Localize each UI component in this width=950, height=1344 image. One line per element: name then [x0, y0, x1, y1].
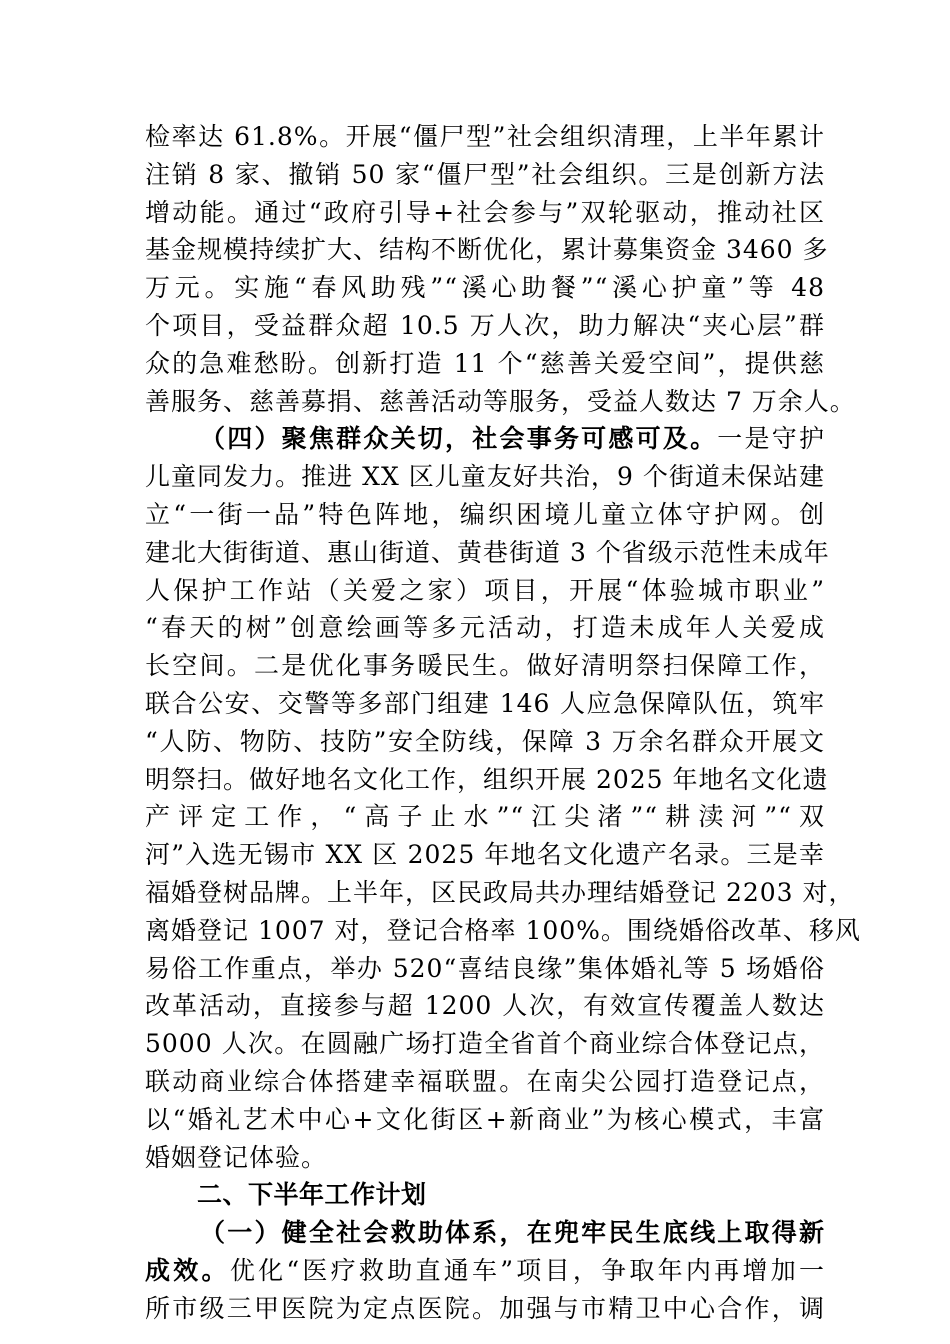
text-line: 福婚登树品牌。上半年，区民政局共办理结婚登记 2203 对， [145, 877, 855, 907]
text-line: 建北大街街道、惠山街道、黄巷街道 3 个省级示范性未成年 [145, 537, 830, 567]
text-line: 婚姻登记体验。 [145, 1142, 328, 1172]
paragraph-heading: （四）聚焦群众关切，社会事务可感可及。 [200, 424, 718, 454]
text-line: 联动商业综合体搭建幸福联盟。在南尖公园打造登记点， [145, 1066, 825, 1096]
text-line: 众的急难愁盼。创新打造 11 个“慈善关爱空间”，提供慈 [145, 348, 825, 378]
text-line: 儿童同发力。推进 XX 区儿童友好共治，9 个街道未保站建 [145, 462, 825, 492]
text-line: 河”入选无锡市 XX 区 2025 年地名文化遗产名录。三是幸 [145, 840, 825, 870]
text-line: “春天的树”创意绘画等多元活动，打造未成年人关爱成 [145, 613, 825, 643]
paragraph-social-affairs [145, 420, 861, 1176]
text-line: 以“婚礼艺术中心+文化街区+新商业”为核心模式，丰富 [145, 1104, 825, 1134]
section-heading: 二、下半年工作计划 [197, 1180, 427, 1210]
text-line: 增动能。通过“政府引导+社会参与”双轮驱动，推动社区 [145, 197, 825, 227]
text-line: 立“一街一品”特色阵地，编织困境儿童立体守护网。创 [145, 499, 825, 529]
text-line [145, 1252, 825, 1290]
text-line: 个项目，受益群众超 10.5 万人次，助力解决“夹心层”群 [145, 310, 825, 340]
text-line: 明祭扫。做好地名文化工作，组织开展 2025 年地名文化遗 [145, 764, 829, 794]
text-line: 长空间。二是优化事务暖民生。做好清明祭扫保障工作， [145, 651, 825, 681]
paragraph-text: 优化“医疗救助直通车”项目，争取年内再增加一 [229, 1255, 825, 1285]
paragraph-heading: 成效。 [145, 1255, 230, 1285]
paragraph-text: 一是守护 [717, 424, 825, 454]
paragraph-continuation [145, 118, 856, 420]
text-line: 善服务、慈善募捐、慈善活动等服务，受益人数达 7 万余人。 [145, 386, 856, 416]
text-line: 所市级三甲医院为定点医院。加强与市精卫中心合作，调 [145, 1293, 825, 1323]
text-line: 离婚登记 1007 对，登记合格率 100%。围绕婚俗改革、移风 [145, 915, 861, 945]
text-line: 检率达 61.8%。开展“僵尸型”社会组织清理，上半年累计 [145, 122, 825, 151]
text-line: 5000 人次。在圆融广场打造全省首个商业综合体登记点， [145, 1029, 825, 1059]
text-line: 基金规模持续扩大、结构不断优化，累计募集资金 3460 多 [145, 235, 829, 265]
text-line [145, 420, 825, 458]
text-line: 产评定工作，“高子止水”“江尖渚”“耕渎河”“双 [145, 802, 825, 832]
paragraph-social-assistance [145, 1214, 825, 1327]
text-line: 联合公安、交警等多部门组建 146 人应急保障队伍，筑牢 [145, 688, 825, 718]
document-body [145, 118, 861, 1328]
text-line: “人防、物防、技防”安全防线，保障 3 万余名群众开展文 [145, 726, 825, 756]
text-line: 易俗工作重点，举办 520“喜结良缘”集体婚礼等 5 场婚俗 [145, 953, 825, 983]
text-line: 人保护工作站（关爱之家）项目，开展“体验城市职业” [145, 575, 825, 605]
text-line: 改革活动，直接参与超 1200 人次，有效宣传覆盖人数达 [145, 991, 825, 1021]
text-line: 注销 8 家、撤销 50 家“僵尸型”社会组织。三是创新方法 [145, 159, 825, 189]
paragraph-heading: （一）健全社会救助体系，在兜牢民生底线上取得新 [200, 1218, 825, 1248]
text-line: 万元。实施“春风助残”“溪心助餐”“溪心护童”等 48 [145, 273, 825, 303]
